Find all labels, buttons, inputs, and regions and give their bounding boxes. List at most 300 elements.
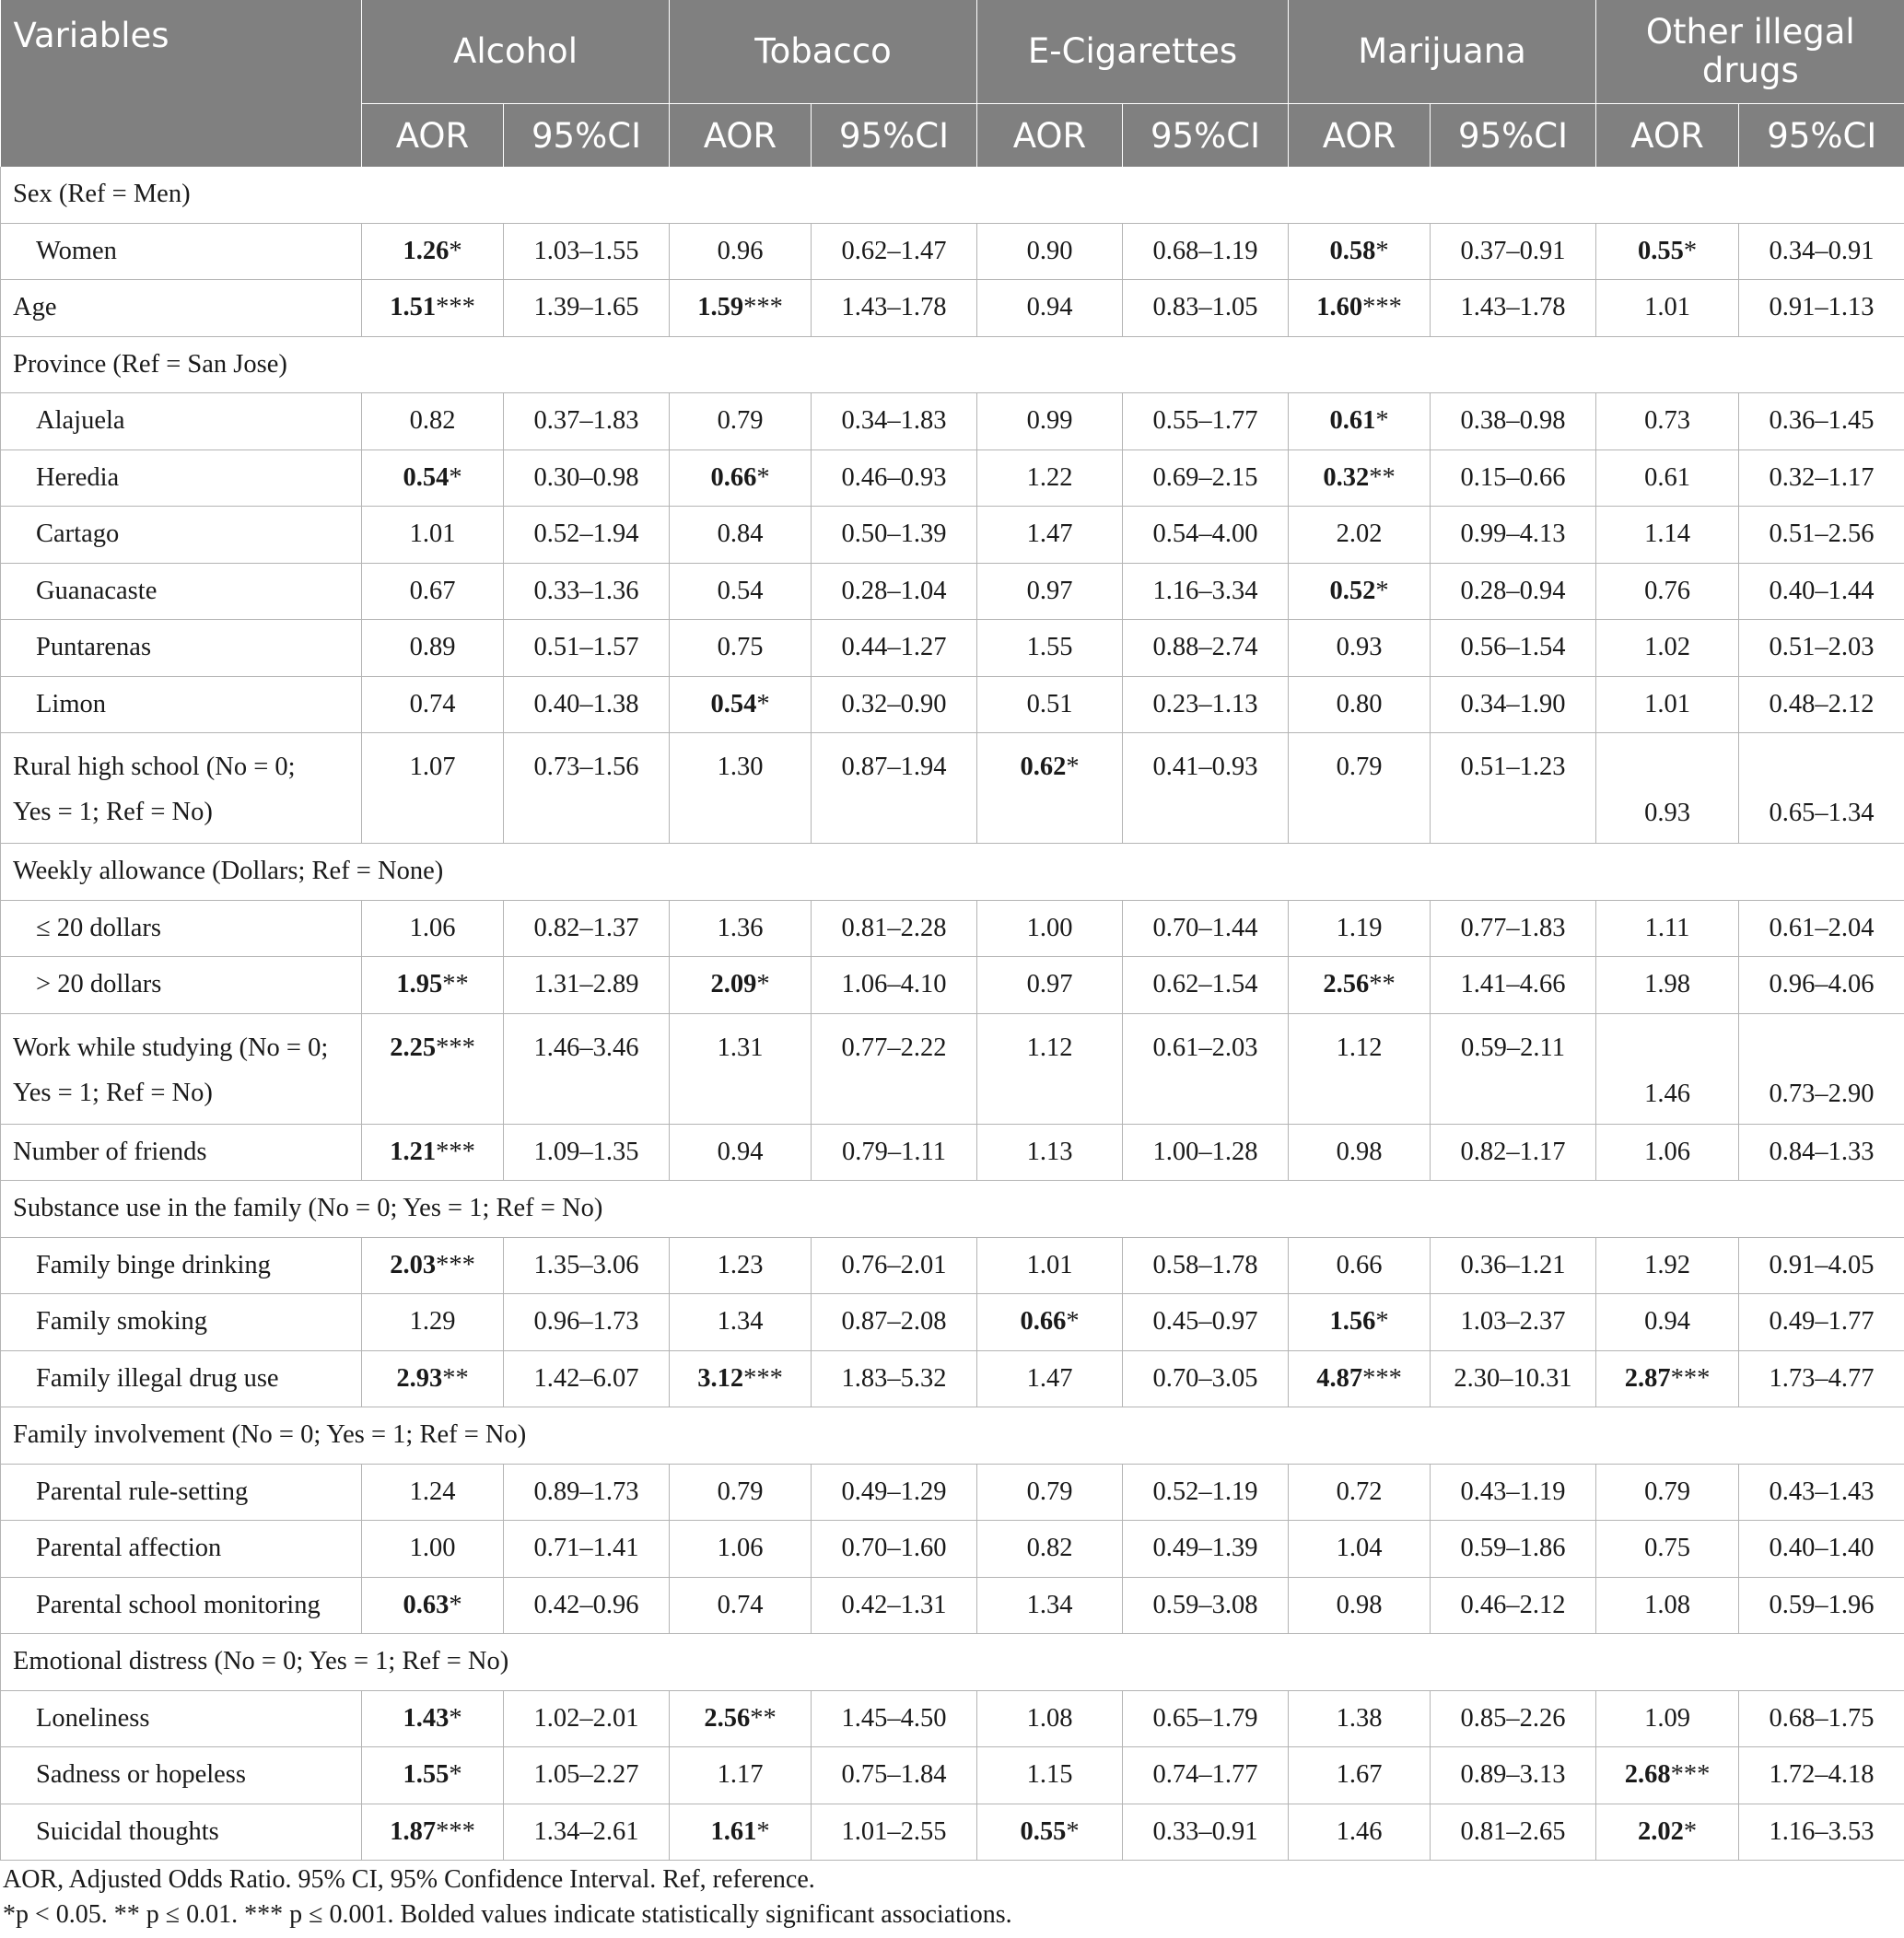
significance-stars: * [1066, 753, 1080, 781]
aor-cell: 1.19 [1289, 900, 1431, 957]
header-other-illegal-drugs: Other illegal drugs [1596, 0, 1904, 104]
ci-cell: 0.49–1.77 [1739, 1294, 1904, 1351]
aor-value: 0.61 [1329, 406, 1376, 436]
ci-cell: 0.28–1.04 [812, 563, 977, 620]
aor-cell [362, 1690, 504, 1747]
ci-cell: 0.52–1.19 [1123, 1464, 1289, 1521]
ci-cell: 0.41–0.93 [1123, 733, 1289, 844]
aor-value: 2.68 [1624, 1760, 1671, 1790]
ci-cell: 0.96–4.06 [1739, 957, 1904, 1014]
aor-cell: 1.98 [1596, 957, 1739, 1014]
header-variables: Variables [1, 0, 362, 167]
ci-cell: 0.44–1.27 [812, 620, 977, 677]
aor-cell: 1.06 [362, 900, 504, 957]
ci-cell: 0.34–0.91 [1739, 223, 1904, 280]
header-marijuana: Marijuana [1289, 0, 1596, 104]
significance-stars: *** [436, 293, 475, 322]
table-row [1, 1521, 1904, 1578]
ci-cell: 0.65–1.79 [1123, 1690, 1289, 1747]
aor-value: 2.09 [710, 970, 757, 999]
section-label: Substance use in the family (No = 0; Yes = 1; Ref = No) [1, 1181, 1904, 1238]
row-label: > 20 dollars [1, 957, 362, 1014]
ci-cell: 0.91–1.13 [1739, 280, 1904, 337]
aor-cell: 1.13 [977, 1124, 1123, 1181]
aor-cell [1289, 449, 1431, 507]
row-label: Loneliness [1, 1690, 362, 1747]
ci-cell: 0.59–2.11 [1431, 1013, 1596, 1124]
significance-stars: * [756, 462, 770, 492]
aor-cell [670, 1690, 812, 1747]
aor-cell: 0.82 [362, 393, 504, 450]
section-row [1, 167, 1904, 223]
aor-value: 1.56 [1329, 1307, 1376, 1337]
aor-cell: 1.11 [1596, 900, 1739, 957]
aor-cell [670, 449, 812, 507]
section-row [1, 844, 1904, 901]
aor-cell [1289, 1294, 1431, 1351]
significance-stars: *** [1670, 1363, 1711, 1393]
ci-cell: 0.54–4.00 [1123, 507, 1289, 564]
table-row [1, 1294, 1904, 1351]
significance-stars: ** [1369, 970, 1396, 999]
aor-cell [362, 449, 504, 507]
aor-cell: 0.94 [1596, 1294, 1739, 1351]
aor-value: 1.59 [697, 293, 744, 322]
header-e-cigarettes: E-Cigarettes [977, 0, 1289, 104]
row-label: Suicidal thoughts [1, 1804, 362, 1861]
aor-value: 1.51 [390, 293, 437, 322]
ci-cell: 0.51–2.56 [1739, 507, 1904, 564]
header-tobacco: Tobacco [670, 0, 977, 104]
aor-cell [1596, 223, 1739, 280]
aor-cell: 0.67 [362, 563, 504, 620]
footnote-abbreviations: AOR, Adjusted Odds Ratio. 95% CI, 95% Confidence Interval. Ref, reference. [3, 1865, 815, 1894]
significance-stars: * [756, 970, 770, 999]
significance-stars: * [1683, 236, 1698, 265]
significance-stars: *** [1362, 293, 1402, 322]
subheader-aor: AOR [362, 104, 504, 168]
aor-cell [1289, 280, 1431, 337]
aor-cell: 0.74 [362, 676, 504, 733]
aor-cell: 0.94 [977, 280, 1123, 337]
ci-cell: 0.36–1.45 [1739, 393, 1904, 450]
subheader-ci: 95%CI [1123, 104, 1289, 168]
row-label [1, 1013, 362, 1124]
ci-cell: 1.43–1.78 [1431, 280, 1596, 337]
ci-cell: 0.40–1.40 [1739, 1521, 1904, 1578]
ci-cell: 0.81–2.28 [812, 900, 977, 957]
aor-cell: 1.38 [1289, 1690, 1431, 1747]
aor-cell [977, 1294, 1123, 1351]
ci-cell: 1.73–4.77 [1739, 1350, 1904, 1407]
table-body [1, 167, 1904, 1861]
ci-cell: 1.01–2.55 [812, 1804, 977, 1861]
ci-cell: 0.46–2.12 [1431, 1577, 1596, 1634]
table-row [1, 676, 1904, 733]
aor-cell: 1.47 [977, 1350, 1123, 1407]
ci-cell: 0.71–1.41 [504, 1521, 670, 1578]
ci-cell: 1.16–3.53 [1739, 1804, 1904, 1861]
aor-cell [977, 1804, 1123, 1861]
ci-cell: 0.89–3.13 [1431, 1747, 1596, 1804]
subheader-ci: 95%CI [504, 104, 670, 168]
significance-stars: *** [1362, 1363, 1402, 1393]
aor-cell: 1.22 [977, 449, 1123, 507]
aor-cell: 1.46 [1596, 1013, 1739, 1124]
ci-cell: 0.15–0.66 [1431, 449, 1596, 507]
table-row [1, 507, 1904, 564]
table-row [1, 900, 1904, 957]
table-row [1, 393, 1904, 450]
ci-cell: 1.42–6.07 [504, 1350, 670, 1407]
table-header [1, 0, 1904, 167]
aor-cell: 0.66 [1289, 1237, 1431, 1294]
aor-cell [670, 957, 812, 1014]
significance-stars: ** [442, 1363, 469, 1393]
aor-value: 0.66 [710, 462, 757, 492]
subheader-ci: 95%CI [1431, 104, 1596, 168]
aor-value: 1.55 [403, 1760, 450, 1790]
ci-cell: 0.30–0.98 [504, 449, 670, 507]
aor-value: 1.60 [1316, 293, 1363, 322]
aor-cell [1289, 957, 1431, 1014]
aor-cell: 1.04 [1289, 1521, 1431, 1578]
aor-cell [670, 1350, 812, 1407]
aor-cell: 0.79 [670, 393, 812, 450]
ci-cell: 0.70–1.60 [812, 1521, 977, 1578]
ci-cell: 0.40–1.38 [504, 676, 670, 733]
aor-cell: 0.84 [670, 507, 812, 564]
aor-value: 2.03 [390, 1250, 437, 1279]
aor-cell: 1.06 [1596, 1124, 1739, 1181]
ci-cell: 0.75–1.84 [812, 1747, 977, 1804]
significance-stars: * [449, 1703, 462, 1733]
row-label: Alajuela [1, 393, 362, 450]
aor-cell: 0.75 [1596, 1521, 1739, 1578]
aor-cell [1596, 1350, 1739, 1407]
significance-stars: * [1375, 1307, 1389, 1337]
aor-cell: 0.93 [1596, 733, 1739, 844]
significance-stars: *** [436, 1816, 475, 1846]
aor-cell [1596, 1804, 1739, 1861]
row-label-line: Yes = 1; Ref = No) [13, 798, 213, 826]
aor-cell: 0.82 [977, 1521, 1123, 1578]
aor-cell: 1.36 [670, 900, 812, 957]
significance-stars: * [449, 1760, 462, 1790]
ci-cell: 1.06–4.10 [812, 957, 977, 1014]
ci-cell: 0.84–1.33 [1739, 1124, 1904, 1181]
aor-cell: 1.01 [977, 1237, 1123, 1294]
section-label: Emotional distress (No = 0; Yes = 1; Ref = No) [1, 1634, 1904, 1691]
aor-cell [362, 1350, 504, 1407]
aor-cell: 1.34 [670, 1294, 812, 1351]
ci-cell: 0.55–1.77 [1123, 393, 1289, 450]
aor-cell: 1.14 [1596, 507, 1739, 564]
aor-cell: 1.12 [1289, 1013, 1431, 1124]
row-label: Parental rule-setting [1, 1464, 362, 1521]
aor-cell: 1.17 [670, 1747, 812, 1804]
ci-cell: 1.09–1.35 [504, 1124, 670, 1181]
aor-cell: 0.97 [977, 563, 1123, 620]
ci-cell: 2.30–10.31 [1431, 1350, 1596, 1407]
aor-cell [362, 1124, 504, 1181]
significance-stars: * [756, 689, 770, 718]
ci-cell: 0.74–1.77 [1123, 1747, 1289, 1804]
ci-cell: 0.82–1.17 [1431, 1124, 1596, 1181]
aor-cell [362, 1804, 504, 1861]
aor-cell: 0.99 [977, 393, 1123, 450]
section-row [1, 1407, 1904, 1465]
significance-stars: ** [1369, 462, 1396, 492]
ci-cell: 0.62–1.54 [1123, 957, 1289, 1014]
aor-cell: 0.89 [362, 620, 504, 677]
aor-cell: 1.12 [977, 1013, 1123, 1124]
row-label: Parental affection [1, 1521, 362, 1578]
ci-cell: 0.59–1.96 [1739, 1577, 1904, 1634]
ci-cell: 0.43–1.19 [1431, 1464, 1596, 1521]
aor-cell: 1.24 [362, 1464, 504, 1521]
significance-stars: * [449, 462, 462, 492]
table-footnotes [3, 1862, 1012, 1932]
aor-value: 3.12 [697, 1363, 744, 1393]
aor-value: 2.02 [1637, 1816, 1684, 1846]
ci-cell: 0.33–0.91 [1123, 1804, 1289, 1861]
ci-cell: 0.76–2.01 [812, 1237, 977, 1294]
table-row [1, 1013, 1904, 1124]
aor-cell [670, 676, 812, 733]
ci-cell: 0.56–1.54 [1431, 620, 1596, 677]
ci-cell: 1.72–4.18 [1739, 1747, 1904, 1804]
ci-cell: 0.61–2.04 [1739, 900, 1904, 957]
ci-cell: 0.51–1.23 [1431, 733, 1596, 844]
aor-cell [362, 1237, 504, 1294]
ci-cell: 1.00–1.28 [1123, 1124, 1289, 1181]
ci-cell: 0.77–1.83 [1431, 900, 1596, 957]
aor-cell [362, 957, 504, 1014]
aor-cell: 0.79 [670, 1464, 812, 1521]
ci-cell: 0.73–2.90 [1739, 1013, 1904, 1124]
aor-cell: 1.55 [977, 620, 1123, 677]
subheader-ci: 95%CI [1739, 104, 1904, 168]
ci-cell: 0.79–1.11 [812, 1124, 977, 1181]
ci-cell: 1.43–1.78 [812, 280, 977, 337]
aor-cell: 0.72 [1289, 1464, 1431, 1521]
header-alcohol: Alcohol [362, 0, 670, 104]
ci-cell: 0.40–1.44 [1739, 563, 1904, 620]
significance-stars: *** [1670, 1760, 1711, 1790]
ci-cell: 1.02–2.01 [504, 1690, 670, 1747]
aor-value: 0.54 [403, 462, 450, 492]
table-row [1, 1690, 1904, 1747]
aor-value: 2.93 [396, 1363, 443, 1393]
subheader-aor: AOR [670, 104, 812, 168]
aor-cell: 0.79 [977, 1464, 1123, 1521]
aor-cell: 1.02 [1596, 620, 1739, 677]
table-row [1, 620, 1904, 677]
section-label: Sex (Ref = Men) [1, 167, 1904, 223]
ci-cell: 0.91–4.05 [1739, 1237, 1904, 1294]
aor-cell: 0.96 [670, 223, 812, 280]
row-label: Heredia [1, 449, 362, 507]
aor-value: 0.55 [1020, 1816, 1067, 1846]
ci-cell: 0.59–1.86 [1431, 1521, 1596, 1578]
row-label: Cartago [1, 507, 362, 564]
table-row [1, 1237, 1904, 1294]
ci-cell: 1.05–2.27 [504, 1747, 670, 1804]
subheader-ci: 95%CI [812, 104, 977, 168]
aor-cell: 1.31 [670, 1013, 812, 1124]
ci-cell: 0.28–0.94 [1431, 563, 1596, 620]
row-label: ≤ 20 dollars [1, 900, 362, 957]
ci-cell: 0.43–1.43 [1739, 1464, 1904, 1521]
ci-cell: 1.46–3.46 [504, 1013, 670, 1124]
row-label: Family binge drinking [1, 1237, 362, 1294]
ci-cell: 0.59–3.08 [1123, 1577, 1289, 1634]
aor-cell: 0.54 [670, 563, 812, 620]
aor-value: 0.52 [1329, 576, 1376, 605]
ci-cell: 0.82–1.37 [504, 900, 670, 957]
significance-stars: ** [750, 1703, 777, 1733]
ci-cell: 0.88–2.74 [1123, 620, 1289, 677]
ci-cell: 0.48–2.12 [1739, 676, 1904, 733]
significance-stars: *** [436, 1033, 475, 1062]
aor-cell [670, 1804, 812, 1861]
ci-cell: 0.81–2.65 [1431, 1804, 1596, 1861]
aor-cell [1596, 1747, 1739, 1804]
table-row [1, 1350, 1904, 1407]
aor-cell: 0.93 [1289, 620, 1431, 677]
section-label: Family involvement (No = 0; Yes = 1; Ref = No) [1, 1407, 1904, 1465]
row-label-line: Rural high school (No = 0; [13, 753, 296, 781]
aor-cell: 1.15 [977, 1747, 1123, 1804]
aor-cell: 1.47 [977, 507, 1123, 564]
aor-cell: 0.90 [977, 223, 1123, 280]
ci-cell: 0.50–1.39 [812, 507, 977, 564]
aor-cell: 0.80 [1289, 676, 1431, 733]
aor-cell: 2.02 [1289, 507, 1431, 564]
ci-cell: 1.16–3.34 [1123, 563, 1289, 620]
ci-cell: 1.35–3.06 [504, 1237, 670, 1294]
row-label: Number of friends [1, 1124, 362, 1181]
ci-cell: 1.03–1.55 [504, 223, 670, 280]
row-label: Guanacaste [1, 563, 362, 620]
ci-cell: 1.31–2.89 [504, 957, 670, 1014]
ci-cell: 0.68–1.19 [1123, 223, 1289, 280]
significance-stars: * [1375, 406, 1389, 436]
significance-stars: *** [743, 293, 783, 322]
ci-cell: 0.37–1.83 [504, 393, 670, 450]
aor-cell: 1.00 [977, 900, 1123, 957]
aor-cell [362, 1013, 504, 1124]
row-label: Women [1, 223, 362, 280]
section-label: Province (Ref = San Jose) [1, 336, 1904, 393]
aor-cell: 0.61 [1596, 449, 1739, 507]
ci-cell: 0.70–1.44 [1123, 900, 1289, 957]
table-row [1, 957, 1904, 1014]
row-label-line: Work while studying (No = 0; [13, 1033, 329, 1062]
row-label: Family smoking [1, 1294, 362, 1351]
aor-cell: 0.79 [1596, 1464, 1739, 1521]
aor-cell: 0.75 [670, 620, 812, 677]
table-row [1, 1124, 1904, 1181]
significance-stars: * [1375, 236, 1389, 265]
table-row [1, 449, 1904, 507]
significance-stars: * [449, 236, 462, 265]
ci-cell: 0.42–1.31 [812, 1577, 977, 1634]
aor-cell: 1.01 [1596, 280, 1739, 337]
aor-cell: 0.98 [1289, 1124, 1431, 1181]
section-label: Weekly allowance (Dollars; Ref = None) [1, 844, 1904, 901]
ci-cell: 0.37–0.91 [1431, 223, 1596, 280]
aor-value: 0.58 [1329, 236, 1376, 265]
aor-cell [362, 223, 504, 280]
significance-stars: * [1683, 1816, 1698, 1846]
row-label-line: Yes = 1; Ref = No) [13, 1078, 213, 1107]
ci-cell: 0.73–1.56 [504, 733, 670, 844]
aor-cell [670, 280, 812, 337]
aor-value: 0.63 [403, 1590, 450, 1619]
footnote-significance: *p < 0.05. ** p ≤ 0.01. *** p ≤ 0.001. Bolded values indicate statistically significant associations. [3, 1900, 1012, 1929]
ci-cell: 0.70–3.05 [1123, 1350, 1289, 1407]
ci-cell: 0.83–1.05 [1123, 280, 1289, 337]
aor-value: 0.62 [1020, 753, 1067, 781]
row-label: Family illegal drug use [1, 1350, 362, 1407]
aor-cell [1289, 563, 1431, 620]
ci-cell: 0.46–0.93 [812, 449, 977, 507]
ci-cell: 0.62–1.47 [812, 223, 977, 280]
aor-cell [1289, 1350, 1431, 1407]
ci-cell: 0.23–1.13 [1123, 676, 1289, 733]
aor-value: 2.25 [390, 1033, 437, 1062]
aor-cell: 0.73 [1596, 393, 1739, 450]
ci-cell: 0.42–0.96 [504, 1577, 670, 1634]
aor-cell: 0.79 [1289, 733, 1431, 844]
aor-cell [362, 1747, 504, 1804]
ci-cell: 1.39–1.65 [504, 280, 670, 337]
aor-value: 2.56 [704, 1703, 751, 1733]
aor-value: 4.87 [1316, 1363, 1363, 1393]
ci-cell: 0.32–0.90 [812, 676, 977, 733]
ci-cell: 1.03–2.37 [1431, 1294, 1596, 1351]
aor-cell: 1.01 [362, 507, 504, 564]
ci-cell: 0.99–4.13 [1431, 507, 1596, 564]
ci-cell: 0.45–0.97 [1123, 1294, 1289, 1351]
ci-cell: 0.49–1.29 [812, 1464, 977, 1521]
ci-cell: 0.87–1.94 [812, 733, 977, 844]
aor-cell: 1.07 [362, 733, 504, 844]
section-row [1, 336, 1904, 393]
ci-cell: 0.85–2.26 [1431, 1690, 1596, 1747]
ci-cell: 0.38–0.98 [1431, 393, 1596, 450]
ci-cell: 1.83–5.32 [812, 1350, 977, 1407]
table-row [1, 280, 1904, 337]
row-label: Sadness or hopeless [1, 1747, 362, 1804]
row-label: Age [1, 280, 362, 337]
section-row [1, 1634, 1904, 1691]
row-label: Parental school monitoring [1, 1577, 362, 1634]
ci-cell: 0.77–2.22 [812, 1013, 977, 1124]
ci-cell: 0.87–2.08 [812, 1294, 977, 1351]
significance-stars: *** [743, 1363, 783, 1393]
aor-cell [362, 280, 504, 337]
significance-stars: * [1375, 576, 1389, 605]
table-row [1, 1577, 1904, 1634]
aor-cell: 1.67 [1289, 1747, 1431, 1804]
aor-cell [1289, 223, 1431, 280]
significance-stars: * [449, 1590, 462, 1619]
aor-cell: 1.06 [670, 1521, 812, 1578]
ci-cell: 0.36–1.21 [1431, 1237, 1596, 1294]
